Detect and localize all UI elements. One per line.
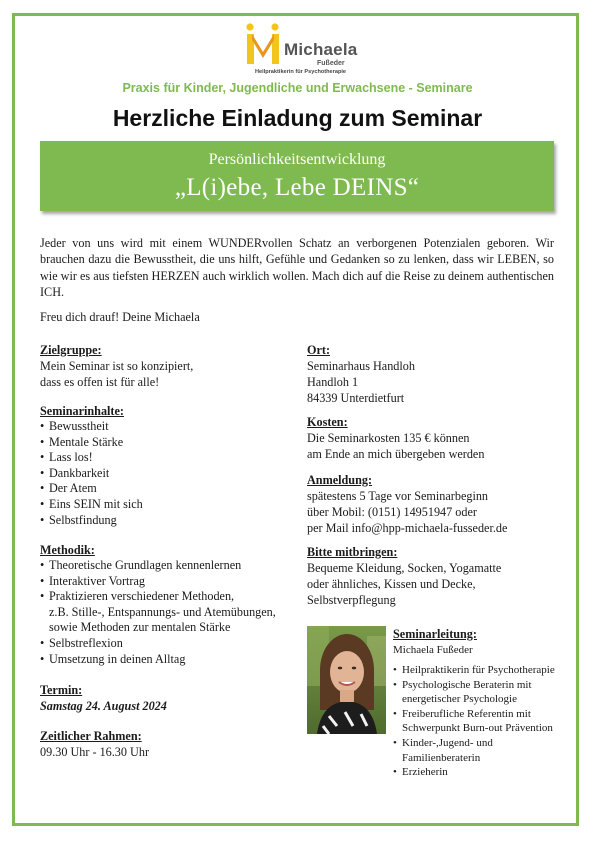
- logo-tagline: Heilpraktikerin für Psychotherapie: [254, 69, 347, 75]
- anmeldung-line: spätestens 5 Tage vor Seminarbeginn: [307, 489, 489, 503]
- portrait-photo: [307, 626, 386, 734]
- list-item-subline: Familienberaterin: [402, 751, 481, 764]
- greeting: Freu dich drauf! Deine Michaela: [40, 310, 200, 324]
- list-item: • Dankbarkeit: [40, 466, 143, 482]
- list-item: • Umsetzung in deinen Alltag: [40, 652, 276, 668]
- list-item: • Selbstreflexion: [40, 636, 276, 652]
- anmeldung-line: über Mobil: (0151) 14951947 oder: [307, 505, 477, 519]
- mitbringen-line: Bequeme Kleidung, Socken, Yogamatte: [307, 561, 502, 575]
- anmeldung-line: per Mail info@hpp-michaela-fusseder.de: [307, 521, 508, 535]
- termin-value: Samstag 24. August 2024: [40, 699, 167, 713]
- mitbringen-line: Selbstverpflegung: [307, 593, 396, 607]
- title-banner: [40, 141, 554, 211]
- ort-line: Handloh 1: [307, 375, 359, 389]
- methodik-heading: Methodik:: [40, 543, 95, 557]
- kosten-line: Die Seminarkosten 135 € können: [307, 431, 470, 445]
- leitung-name: Michaela Fußeder: [393, 644, 473, 656]
- termin-heading: Termin:: [40, 683, 83, 697]
- list-item: [40, 589, 276, 636]
- ort-line: Seminarhaus Handloh: [307, 359, 415, 373]
- anmeldung-heading: Anmeldung:: [307, 473, 373, 487]
- mitbringen-heading: Bitte mitbringen:: [307, 545, 398, 559]
- logo-name: Michaela: [284, 40, 358, 59]
- banner-title: „L(i)ebe, Lebe DEINS“: [174, 174, 420, 201]
- list-item: • Mentale Stärke: [40, 435, 143, 451]
- ort-line: 84339 Unterdietfurt: [307, 391, 405, 405]
- list-item: • Der Atem: [40, 481, 143, 497]
- list-item-subline: sowie Methoden zur mentalen Stärke: [49, 620, 231, 635]
- list-item-text: Freiberufliche Referentin mit: [402, 707, 531, 720]
- zielgruppe-heading: Zielgruppe:: [40, 343, 102, 357]
- mitbringen-line: oder ähnliches, Kissen und Decke,: [307, 577, 476, 591]
- list-item: • Eins SEIN mit sich: [40, 497, 143, 513]
- headline: Herzliche Einladung zum Seminar: [112, 105, 483, 131]
- logo-surname: Fußeder: [317, 60, 345, 67]
- inhalte-section: [40, 403, 143, 528]
- kosten-line: am Ende an mich übergeben werden: [307, 447, 485, 461]
- ort-heading: Ort:: [307, 343, 331, 357]
- list-item-subline: energetischer Psychologie: [402, 693, 517, 706]
- ort-section: [307, 342, 415, 406]
- termin-section: [40, 682, 167, 714]
- rahmen-value: 09.30 Uhr - 16.30 Uhr: [40, 745, 149, 759]
- list-item-text: Kinder-,Jugend- und: [402, 736, 493, 749]
- methodik-section: [40, 542, 276, 667]
- rahmen-heading: Zeitlicher Rahmen:: [40, 729, 142, 743]
- leitung-list: [393, 663, 555, 780]
- list-item-text: Psychologische Beraterin mit: [402, 678, 532, 691]
- kosten-section: [307, 414, 484, 462]
- banner-subtitle: Persönlichkeitsentwicklung: [208, 151, 386, 168]
- list-item: • Heilpraktikerin für Psychotherapie: [393, 663, 555, 678]
- intro-paragraph: Jeder von uns wird mit einem WUNDERvollen Schatz an verborgenen Potenzialen geboren. Wir brauchen dazu die Bewusstheit, die uns hilft, Gefühle und Gedanken so zu lenken, dass wir LEBEN, so wie wir es aus tiefsten HERZEN auch wirklich wollen. Mach dich auf die Reise zu deinem authentischen ICH.: [40, 236, 554, 300]
- praxis-line: Praxis für Kinder, Jugendliche und Erwachsene - Seminare: [122, 81, 473, 95]
- zielgruppe-line: dass es offen ist für alle!: [40, 375, 160, 389]
- methodik-list: [40, 558, 276, 667]
- list-item-text: Praktizieren verschiedener Methoden,: [49, 589, 235, 604]
- list-item: [393, 736, 555, 765]
- list-item: • Theoretische Grundlagen kennenlernen: [40, 558, 276, 574]
- leitung-heading: Seminarleitung:: [393, 627, 477, 641]
- list-item-subline: z.B. Stille-, Entspannungs- und Atemübungen,: [49, 604, 276, 619]
- zielgruppe-line: Mein Seminar ist so konzipiert,: [40, 359, 194, 373]
- list-item-subline: Schwerpunkt Burn-out Prävention: [402, 722, 553, 735]
- list-item: • Selbstfindung: [40, 513, 143, 529]
- list-item: • Lass los!: [40, 450, 143, 466]
- inhalte-heading: Seminarinhalte:: [40, 404, 124, 418]
- anmeldung-section: [307, 472, 507, 536]
- list-item: [393, 678, 555, 707]
- logo-mark-icon: [244, 22, 288, 66]
- list-item: • Erzieherin: [393, 765, 555, 780]
- list-item: • Interaktiver Vortrag: [40, 574, 276, 590]
- mitbringen-section: [307, 544, 501, 608]
- rahmen-section: [40, 728, 149, 760]
- inhalte-list: [40, 419, 143, 528]
- zielgruppe-section: [40, 342, 193, 390]
- list-item: [393, 707, 555, 736]
- list-item: • Bewusstheit: [40, 419, 143, 435]
- leitung-section: [393, 626, 555, 780]
- kosten-heading: Kosten:: [307, 415, 348, 429]
